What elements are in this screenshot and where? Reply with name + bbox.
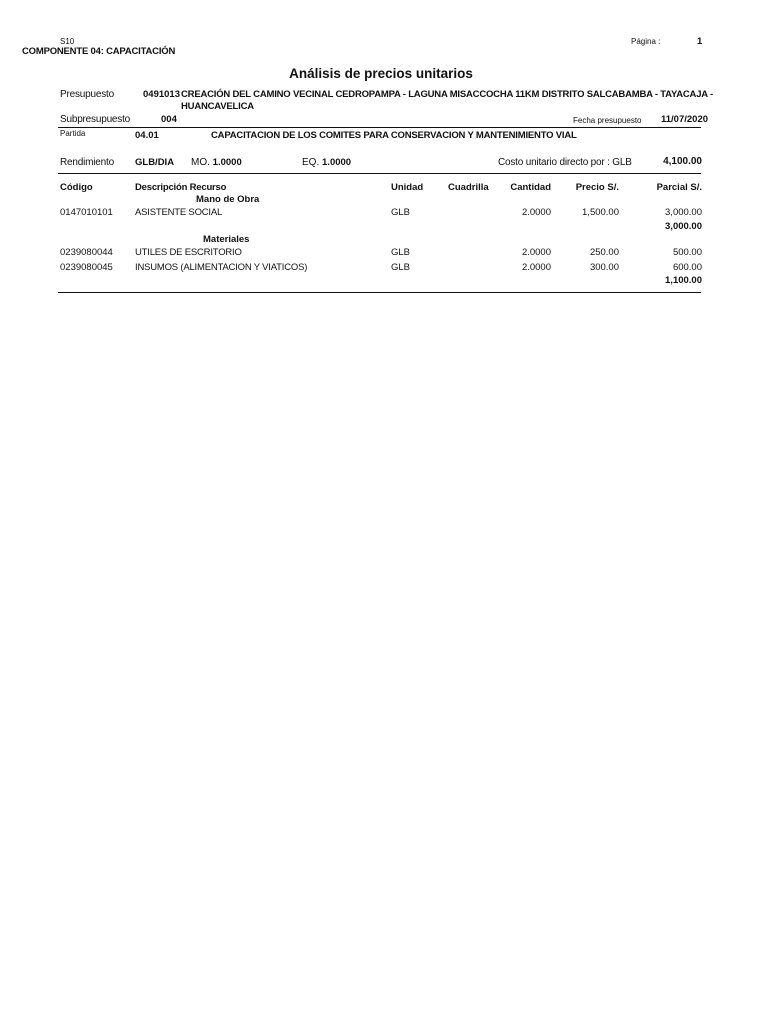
fecha-value: 11/07/2020 [661,114,709,125]
page-title: Análisis de precios unitarios [289,66,473,81]
partida-code: 04.01 [135,130,159,141]
presupuesto-code: 0491013 [143,89,180,100]
cell-parcial: 600.00 [672,262,702,273]
divider-bottom [58,292,701,293]
subpresupuesto-code: 004 [161,114,177,125]
page-label: Página : [631,37,661,46]
presupuesto-label: Presupuesto [60,89,114,100]
page-number: 1 [697,36,703,47]
eq-value: 1.0000 [322,157,352,168]
divider-top [58,127,701,128]
cell-codigo: 0239080044 [60,247,113,258]
cell-cantidad: 2.0000 [521,262,551,273]
component-title: COMPONENTE 04: CAPACITACIÓN [22,46,176,57]
subtotal-mano-de-obra: 3,000.00 [665,221,702,232]
col-header-cantidad: Cantidad [510,182,551,193]
mo-value: 1.0000 [212,157,242,168]
system-label: S10 [60,37,75,46]
rendimiento-unit: GLB/DIA [135,157,175,168]
presupuesto-description-line2: HUANCAVELICA [181,101,254,112]
col-header-precio: Precio S/. [575,182,619,193]
col-header-cuadrilla: Cuadrilla [448,182,489,193]
cell-cantidad: 2.0000 [521,247,551,258]
cell-descripcion: UTILES DE ESCRITORIO [135,247,242,258]
cell-unidad: GLB [391,247,411,258]
rendimiento-label: Rendimiento [60,157,114,168]
divider-header [58,173,701,174]
cell-parcial: 500.00 [672,247,702,258]
cell-codigo: 0147010101 [60,207,113,218]
col-header-descripcion: Descripción Recurso [135,182,227,193]
cell-cantidad: 2.0000 [521,207,551,218]
partida-description: CAPACITACION DE LOS COMITES PARA CONSERVACION Y MANTENIMIENTO VIAL [211,130,577,141]
mo-label: MO. 1.0000 [191,157,242,168]
eq-label: EQ. 1.0000 [302,157,352,168]
costo-unitario-value: 4,100.00 [663,156,702,167]
cell-precio: 250.00 [589,247,619,258]
partida-label: Partida [60,129,86,138]
col-header-codigo: Código [60,182,93,193]
cell-unidad: GLB [391,262,411,273]
cell-precio: 300.00 [589,262,619,273]
subtotal-materiales: 1,100.00 [665,275,702,286]
cell-precio: 1,500.00 [582,207,619,218]
costo-unitario-label: Costo unitario directo por : GLB [498,157,632,168]
group-title-mano-de-obra: Mano de Obra [196,194,260,205]
cell-unidad: GLB [391,207,411,218]
subpresupuesto-label: Subpresupuesto [60,114,131,125]
cell-descripcion: INSUMOS (ALIMENTACION Y VIATICOS) [135,262,308,273]
group-title-materiales: Materiales [203,234,250,245]
cell-codigo: 0239080045 [60,262,113,273]
col-header-unidad: Unidad [391,182,424,193]
cell-parcial: 3,000.00 [665,207,702,218]
col-header-parcial: Parcial S/. [656,182,702,193]
cell-descripcion: ASISTENTE SOCIAL [135,207,223,218]
fecha-label: Fecha presupuesto [573,116,642,125]
presupuesto-description: CREACIÓN DEL CAMINO VECINAL CEDROPAMPA - LAGUNA MISACCOCHA 11KM DISTRITO SALCABAMBA - TAYACAJA - [181,89,713,100]
